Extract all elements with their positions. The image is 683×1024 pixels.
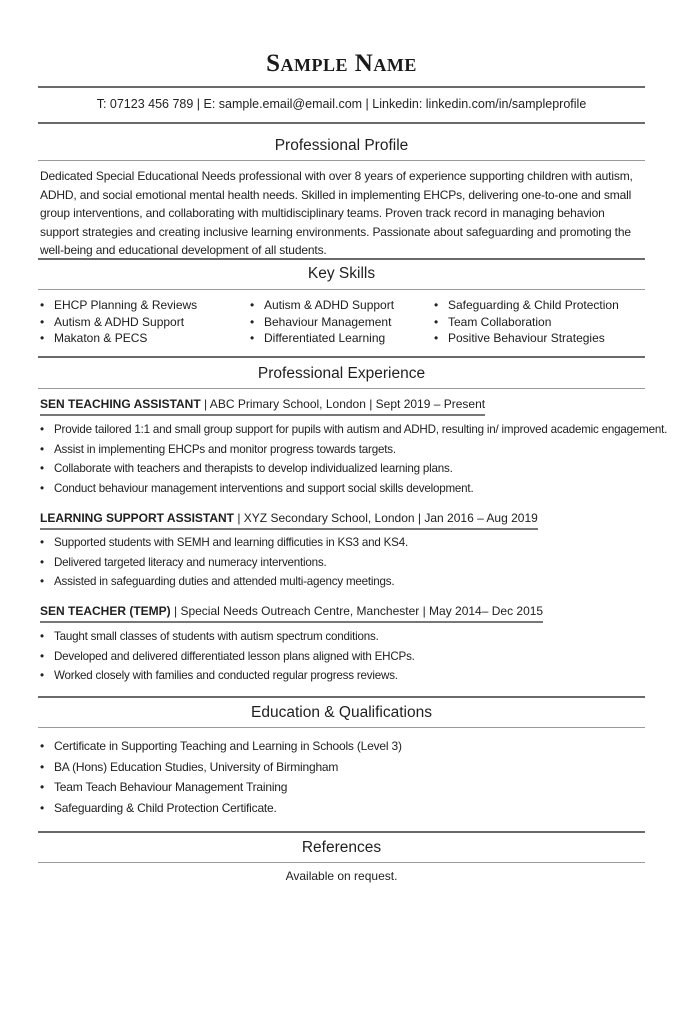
list-item: • Assisted in safeguarding duties and attended multi-agency meetings. bbox=[38, 572, 658, 592]
skill-item: • EHCP Planning & Reviews bbox=[38, 297, 248, 314]
education-list bbox=[38, 736, 658, 818]
profile-summary: Dedicated Special Educational Needs professional with over 8 years of experience supporting children with autism, ADHD, and social emotional mental health needs. Skilled in implementing EHCPs, delivering one-to-one and small group interventions, and collaborating with multidisciplinary teams. Proven track record in managing behavion support strategies and creating inclusive learning environments. Passionate about safeguarding and promoting the well-being and educational development of all students. bbox=[40, 169, 633, 257]
divider bbox=[38, 86, 645, 88]
list-item: • Worked closely with families and conducted regular progress reviews. bbox=[38, 666, 658, 686]
skills-column bbox=[432, 297, 632, 347]
job-bullets bbox=[38, 420, 668, 498]
divider bbox=[38, 727, 645, 728]
divider bbox=[38, 356, 645, 358]
skill-item: • Autism & ADHD Support bbox=[38, 314, 248, 331]
divider bbox=[38, 122, 645, 124]
contact-line: T: 07123 456 789 | E: sample.email@email.com | Linkedin: linkedin.com/in/sampleprofile bbox=[96, 97, 587, 111]
job-header bbox=[40, 604, 543, 623]
skill-item: • Makaton & PECS bbox=[38, 330, 248, 347]
list-item: • Developed and delivered differentiated lesson plans aligned with EHCPs. bbox=[38, 647, 658, 667]
skill-item: • Positive Behaviour Strategies bbox=[432, 330, 632, 347]
divider bbox=[38, 696, 645, 698]
job-details: | ABC Primary School, London | Sept 2019 – Present bbox=[200, 397, 486, 411]
section-title-experience: Professional Experience bbox=[257, 365, 426, 382]
job-details: | XYZ Secondary School, London | Jan 2016 – Aug 2019 bbox=[234, 511, 538, 525]
skills-column bbox=[38, 297, 248, 347]
references-text: Available on request. bbox=[285, 869, 398, 883]
list-item: • Team Teach Behaviour Management Training bbox=[38, 777, 658, 798]
divider bbox=[38, 160, 645, 161]
divider bbox=[38, 862, 645, 863]
section-title-profile: Professional Profile bbox=[274, 137, 409, 154]
divider bbox=[38, 258, 645, 260]
list-item: • Collaborate with teachers and therapists to develop individualized learning plans. bbox=[38, 459, 658, 479]
job-details: | Special Needs Outreach Centre, Manchester | May 2014– Dec 2015 bbox=[170, 604, 544, 618]
job-bullets bbox=[38, 627, 658, 686]
list-item: • Assist in implementing EHCPs and monitor progress towards targets. bbox=[38, 440, 658, 460]
section-title-skills: Key Skills bbox=[307, 265, 376, 282]
job-header bbox=[40, 511, 538, 530]
list-item: • Certificate in Supporting Teaching and Learning in Schools (Level 3) bbox=[38, 736, 658, 757]
skill-item: • Team Collaboration bbox=[432, 314, 632, 331]
list-item: • Conduct behaviour management interventions and support social skills development. bbox=[38, 479, 658, 499]
job-role: SEN TEACHING ASSISTANT bbox=[40, 397, 201, 411]
skill-item: • Autism & ADHD Support bbox=[248, 297, 432, 314]
list-item: • Safeguarding & Child Protection Certificate. bbox=[38, 798, 658, 819]
list-item: • Taught small classes of students with autism spectrum conditions. bbox=[38, 627, 658, 647]
job-bullets bbox=[38, 533, 658, 592]
job-role: SEN TEACHER (TEMP) bbox=[40, 604, 171, 618]
divider bbox=[38, 831, 645, 833]
list-item: • Provide tailored 1:1 and small group support for pupils with autism and ADHD, resulting in/ improved academic engagement. bbox=[38, 420, 658, 440]
job-role: LEARNING SUPPORT ASSISTANT bbox=[40, 511, 235, 525]
divider bbox=[38, 289, 645, 290]
candidate-name: Sample Name bbox=[266, 50, 417, 77]
list-item: • Delivered targeted literacy and numeracy interventions. bbox=[38, 553, 658, 573]
list-item: • Supported students with SEMH and learning difficuties in KS3 and KS4. bbox=[38, 533, 658, 553]
skill-item: • Behaviour Management bbox=[248, 314, 432, 331]
divider bbox=[38, 388, 645, 389]
skills-column bbox=[248, 297, 432, 347]
skill-item: • Safeguarding & Child Protection bbox=[432, 297, 632, 314]
list-item: • BA (Hons) Education Studies, University of Birmingham bbox=[38, 757, 658, 778]
job-header bbox=[40, 397, 485, 416]
section-title-references: References bbox=[301, 839, 382, 856]
section-title-education: Education & Qualifications bbox=[251, 704, 432, 721]
skills-grid bbox=[38, 297, 645, 347]
skill-item: • Differentiated Learning bbox=[248, 330, 432, 347]
